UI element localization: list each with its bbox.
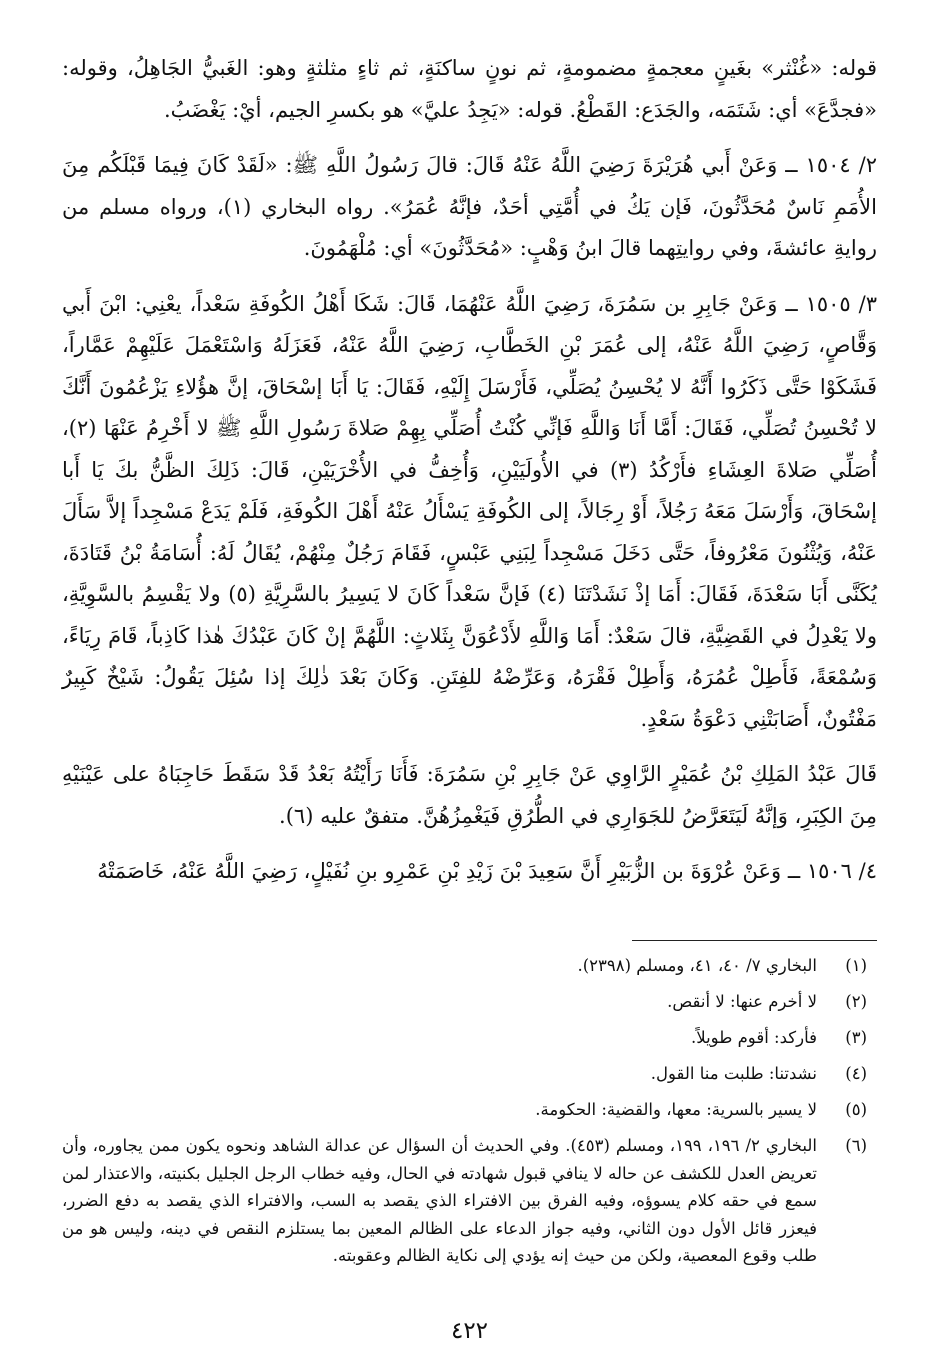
footnote-text: البخاري ٢/ ١٩٦، ١٩٩، ومسلم (٤٥٣). وفي الحديث أن السؤال عن عدالة الشاهد ونحوه يكون ممن يجاوره، وأن تعريض العدل للكشف عن حاله لا ينافي قبول شهادته في الحال، وفيه خطاب الرجل الجليل بكنيته، والاعتذار لمن سمع في حقه كلام يسوؤه، وفيه الفرق بين الافتراء الذي يقصد به السب، والافتراء الذي يقصد به دفع الضرر، فيعزر قائل الأول دون الثاني، وفيه جواز الدعاء على الظالم المعين بما يستلزم النقص في دينه، وليس هو من طلب وقوع المعصية، ولكن من حيث إنه يؤدي إلى نكاية الظالم وعقوبته. [62, 1136, 817, 1265]
footnote-number: (٦) [845, 1136, 867, 1155]
footnote-item [62, 1096, 877, 1124]
footnotes [62, 952, 877, 1278]
footnote-number: (٣) [845, 1028, 867, 1047]
footnote-number: (٢) [845, 992, 867, 1011]
footnote-text: البخاري ٧/ ٤٠، ٤١، ومسلم (٢٣٩٨). [577, 956, 817, 975]
footnote-item [62, 988, 877, 1016]
hadith-1504: ٢/ ١٥٠٤ ــ وَعَنْ أَبي هُرَيْرَةَ رَضِيَ اللَّهُ عَنْهُ قَالَ: قالَ رَسُولُ اللَّهِ ﷺ: «لَقَدْ كَانَ فِيمَا قَبْلَكُم مِنَ الأُمَمِ نَاسٌ مُحَدَّثُونَ، فَإن يَكُ في أُمَّتِي أحَدٌ، فإنَّهُ عُمَرُ». رواه البخاري (١)، ورواه مسلم من روايةِ عائشةَ، وفي روايتِهما قالَ ابنُ وَهْبٍ: «مُحَدَّثُونَ» أي: مُلْهَمُونَ. [62, 153, 877, 260]
footnote-text: فأركد: أقوم طويلاً. [691, 1028, 817, 1047]
footnote-number: (٤) [845, 1064, 867, 1083]
page-number: ٤٢٢ [450, 1318, 489, 1344]
footnote-item [62, 952, 877, 980]
footnote-item [62, 1060, 877, 1088]
footnote-number: (٥) [845, 1100, 867, 1119]
footnote-text: لا أخرم عنها: لا أنقص. [667, 992, 817, 1011]
hadith-1506: ٤/ ١٥٠٦ ــ وَعَنْ عُرْوَةَ بن الزُّبَيْرِ أَنَّ سَعِيدَ بْنَ زَيْدِ بْنِ عَمْرِو بنِ نُفَيْلٍ، رَضِيَ اللَّهُ عَنْهُ، خَاصَمَتْهُ [97, 859, 877, 883]
hadith-1505: ٣/ ١٥٠٥ ــ وَعَنْ جَابِرِ بن سَمُرَةَ، رَضِيَ اللَّهُ عَنْهُمَا، قَالَ: شَكَا أَهْلُ الكُوفَةِ سَعْداً، يعْنِي: ابْنَ أَبي وَقَّاصٍ، رَضِيَ اللَّهُ عَنْهُ، إلى عُمَرَ بْنِ الخَطَّابِ، رَضِيَ اللَّهُ عَنْهُ، فَعَزَلَهُ وَاسْتَعْمَلَ عَلَيْهِمْ عَمَّاراً، فَشَكَوْا حَتَّى ذَكَرُوا أَنَّهُ لا يُحْسِنُ يُصَلِّي، فَأَرْسَلَ إِلَيْهِ، فَقَالَ: يَا أَبَا إسْحَاقَ، إنَّ هؤُلاءِ يَزْعُمُونَ أَنَّكَ لا تُحْسِنُ تُصَلِّي، فَقَالَ: أَمَّا أَنَا وَاللَّهِ فَإنِّي كُنْتُ أُصَلِّي بِهِمْ صَلاةَ رَسُولِ اللَّهِ ﷺ لا أَخْرِمُ عَنْهَا (٢)، أُصَلِّي صَلاةَ العِشَاءِ فأَرْكُدُ (٣) في الأُولَيَيْنِ، وَأُخِفُّ في الأُخْرَيَيْنِ، قَالَ: ذَلِكَ الظَّنُّ بكَ يَا أَبا إسْحَاقَ، وَأَرْسَلَ مَعَهُ رَجُلاً، أَوْ رِجَالاً، إلى الكُوفَةِ يَسْأَلُ عَنْهُ أَهْلَ الكُوفَةِ، فَلَمْ يَدَعْ مَسْجِداً إلاَّ سَأَلَ عَنْهُ، وَيُثْنُونَ مَعْرُوفاً، حَتَّى دَخَلَ مَسْجِداً لِبَنِي عَبْسٍ، فَقَامَ رَجُلٌ مِنْهُمْ، يُقَالُ لَهُ: أُسَامَةُ بْنُ قَتَادَةَ، يُكَنَّى أَبَا سَعْدَةَ، فَقَالَ: أَمَا إذْ نَشَدْتَنَا (٤) فَإنَّ سَعْداً كَانَ لا يَسِيرُ بالسَّرِيَّةِ (٥) ولا يَقْسِمُ بالسَّوِيَّةِ، ولا يَعْدِلُ في القَضِيَّةِ، قالَ سَعْدٌ: أَمَا وَاللَّهِ لأَدْعُوَنَّ بِثَلاثٍ: اللَّهُمَّ إنْ كَانَ عَبْدُكَ هٰذا كَاذِباً، قَامَ رِيَاءً، وَسُمْعَةً، فَأَطِلْ عُمُرَهُ، وَأَطِلْ فَقْرَهُ، وَعَرِّضْهُ للفِتَنِ. وَكَانَ بَعْدَ ذٰلِكَ إذا سُئِلَ يَقُولُ: شَيْخٌ كَبِيرٌ مَفْتُونٌ، أَصَابَتْنِي دَعْوَةُ سَعْدٍ. [62, 291, 877, 731]
footnote-item [62, 1024, 877, 1052]
hadith-1505-continuation: قَالَ عَبْدُ المَلِكِ بْنُ عُمَيْرٍ الرَّاوِي عَنْ جَابِرِ بْنِ سَمُرَةَ: فَأَنَا رَأَيْتُهُ بَعْدُ قَدْ سَقَطَ حَاجِبَاهُ على عَيْنَيْهِ مِنَ الكِبَرِ، وَإنَّهُ لَيَتَعَرَّضُ للجَوَارِي في الطُّرُقِ فَيَغْمِزُهُنَّ. متفقٌ عليه (٦). [62, 762, 877, 828]
footnote-text: نشدتنا: طلبت منا القول. [650, 1064, 817, 1083]
footnote-divider [632, 940, 877, 941]
footnote-text: لا يسير بالسرية: معها، والقضية: الحكومة. [535, 1100, 817, 1119]
footnote-item [62, 1132, 877, 1270]
commentary-paragraph: قوله: «غُنْثر» بغَينٍ معجمةٍ مضمومةٍ، ثم نونٍ ساكنَةٍ، ثم ثاءٍ مثلثةٍ وهو: الغَبيُّ الجَاهِلُ، وقوله: «فجدَّعَ» أي: شَتَمَه، والجَدَع: القَطْعُ. قوله: «يَجِدُ عليَّ» هو بكسرِ الجيم، أيْ: يَغْضَبُ. [62, 56, 877, 122]
footnote-number: (١) [845, 956, 867, 975]
